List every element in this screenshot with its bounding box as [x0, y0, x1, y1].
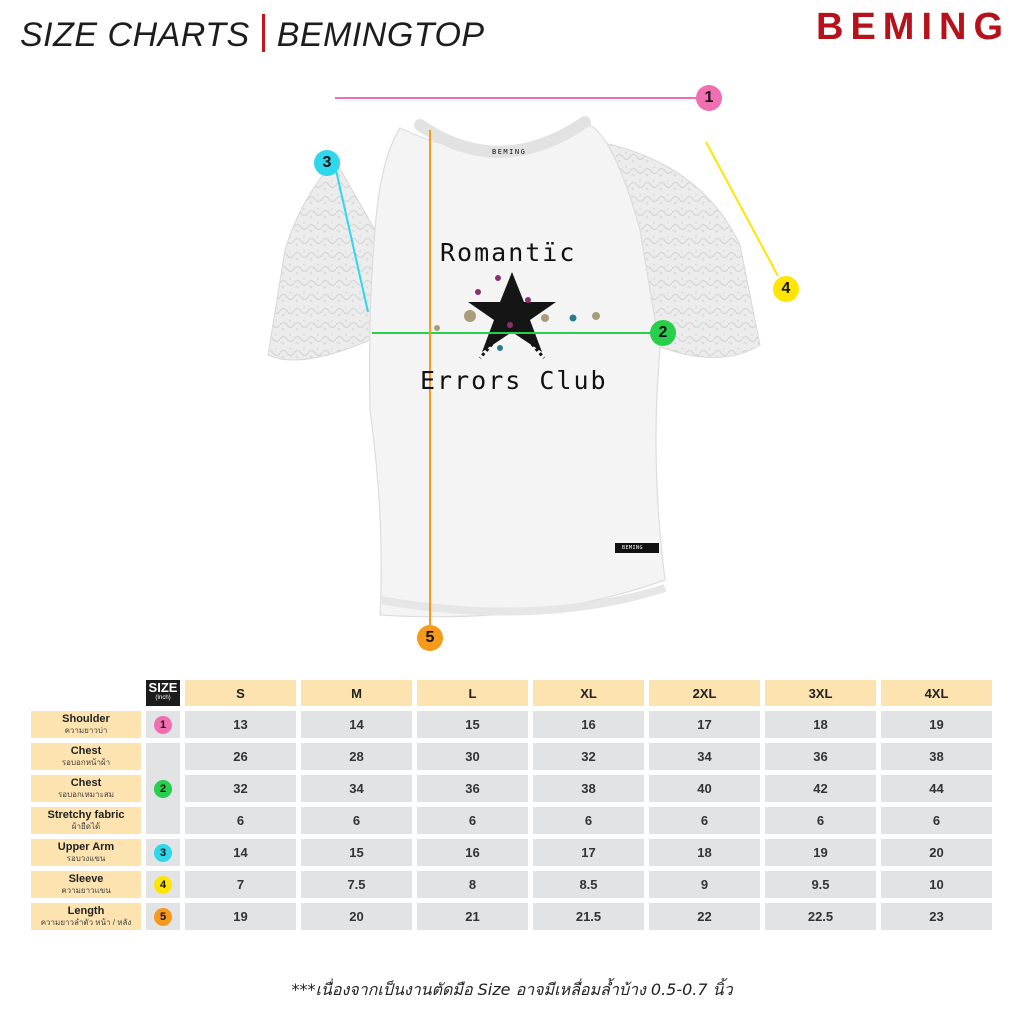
title-right: BEMINGTOP — [276, 16, 485, 54]
row-marker-cell — [146, 903, 180, 930]
size-value-cell: 19 — [881, 711, 992, 738]
title-left: SIZE CHARTS — [20, 16, 250, 54]
print-top-text: Romantïc — [440, 238, 577, 267]
table-row — [31, 839, 992, 866]
row-label-thai: ความยาวลำตัว หน้า / หลัง — [40, 917, 132, 927]
size-column-header: M — [301, 680, 412, 706]
table-row — [31, 711, 992, 738]
row-marker-cell — [146, 711, 180, 738]
size-value-cell: 9 — [649, 871, 760, 898]
size-value-cell: 44 — [881, 775, 992, 802]
size-value-cell: 15 — [301, 839, 412, 866]
row-marker-badge: 3 — [154, 844, 172, 862]
size-value-cell: 6 — [881, 807, 992, 834]
size-column-header: S — [185, 680, 296, 706]
size-unit-label: (Inch) — [155, 695, 171, 701]
table-corner-blank — [31, 680, 141, 706]
size-value-cell: 26 — [185, 743, 296, 770]
size-value-cell: 19 — [185, 903, 296, 930]
marker-2: 2 — [650, 320, 676, 346]
row-label-thai: ผ้ายืดได้ — [71, 821, 101, 831]
size-value-cell: 20 — [881, 839, 992, 866]
size-value-cell: 18 — [765, 711, 876, 738]
size-value-cell: 34 — [649, 743, 760, 770]
size-value-cell: 15 — [417, 711, 528, 738]
row-label-english: Sleeve — [68, 872, 104, 885]
title-divider — [262, 14, 265, 52]
size-value-cell: 10 — [881, 871, 992, 898]
row-label — [31, 807, 141, 834]
row-label-english: Chest — [70, 744, 102, 757]
page-title — [20, 14, 485, 55]
size-column-header: 4XL — [881, 680, 992, 706]
size-value-cell: 7 — [185, 871, 296, 898]
size-value-cell: 42 — [765, 775, 876, 802]
marker-3: 3 — [314, 150, 340, 176]
size-value-cell: 6 — [533, 807, 644, 834]
size-chart-table — [26, 675, 997, 935]
row-marker-badge: 5 — [154, 908, 172, 926]
size-unit-header — [146, 680, 180, 706]
size-value-cell: 13 — [185, 711, 296, 738]
row-label-thai: รอบวงแขน — [66, 853, 106, 863]
table-row — [31, 871, 992, 898]
size-value-cell: 18 — [649, 839, 760, 866]
row-label-thai: รอบอกหน้าผ้า — [61, 757, 111, 767]
size-value-cell: 36 — [417, 775, 528, 802]
hem-label: BEMING — [622, 545, 644, 551]
size-value-cell: 28 — [301, 743, 412, 770]
row-label — [31, 871, 141, 898]
row-marker-cell — [146, 871, 180, 898]
size-header-label: SIZE — [148, 680, 178, 695]
marker-5: 5 — [417, 625, 443, 651]
size-column-header: 2XL — [649, 680, 760, 706]
left-sleeve — [268, 160, 375, 360]
row-marker-cell — [146, 743, 180, 834]
row-label — [31, 903, 141, 930]
size-value-cell: 6 — [417, 807, 528, 834]
size-value-cell: 36 — [765, 743, 876, 770]
size-value-cell: 17 — [533, 839, 644, 866]
row-label — [31, 743, 141, 770]
row-label-english: Length — [67, 904, 105, 917]
size-value-cell: 6 — [765, 807, 876, 834]
row-marker-badge: 1 — [154, 716, 172, 734]
size-value-cell: 19 — [765, 839, 876, 866]
size-value-cell: 8 — [417, 871, 528, 898]
size-value-cell: 32 — [185, 775, 296, 802]
table-header-row — [31, 680, 992, 706]
size-value-cell: 38 — [881, 743, 992, 770]
size-value-cell: 22 — [649, 903, 760, 930]
row-label-english: Upper Arm — [57, 840, 115, 853]
row-label-english: Chest — [70, 776, 102, 789]
size-value-cell: 16 — [533, 711, 644, 738]
size-value-cell: 38 — [533, 775, 644, 802]
row-label-thai: ความยาวแขน — [61, 885, 111, 895]
table-row — [31, 743, 992, 770]
size-value-cell: 32 — [533, 743, 644, 770]
size-value-cell: 20 — [301, 903, 412, 930]
row-label — [31, 711, 141, 738]
size-value-cell: 6 — [301, 807, 412, 834]
size-value-cell: 8.5 — [533, 871, 644, 898]
row-label-thai: ความยาวบ่า — [64, 725, 108, 735]
size-value-cell: 21.5 — [533, 903, 644, 930]
row-label-thai: รอบอกเหมาะสม — [57, 789, 115, 799]
marker-4: 4 — [773, 276, 799, 302]
size-column-header: 3XL — [765, 680, 876, 706]
print-bottom-text: Errors Club — [420, 366, 608, 395]
size-value-cell: 9.5 — [765, 871, 876, 898]
size-value-cell: 22.5 — [765, 903, 876, 930]
size-value-cell: 17 — [649, 711, 760, 738]
brand-logo: BEMING — [816, 6, 1010, 48]
size-column-header: XL — [533, 680, 644, 706]
row-marker-badge: 4 — [154, 876, 172, 894]
row-label — [31, 839, 141, 866]
size-value-cell: 23 — [881, 903, 992, 930]
size-value-cell: 30 — [417, 743, 528, 770]
row-label-english: Stretchy fabric — [47, 808, 125, 821]
neck-label: BEMING — [492, 148, 527, 156]
size-column-header: L — [417, 680, 528, 706]
size-value-cell: 6 — [185, 807, 296, 834]
row-marker-cell — [146, 839, 180, 866]
row-label — [31, 775, 141, 802]
size-value-cell: 21 — [417, 903, 528, 930]
size-value-cell: 14 — [301, 711, 412, 738]
row-marker-badge: 2 — [154, 780, 172, 798]
size-value-cell: 40 — [649, 775, 760, 802]
marker-1: 1 — [696, 85, 722, 111]
size-value-cell: 6 — [649, 807, 760, 834]
size-value-cell: 14 — [185, 839, 296, 866]
size-value-cell: 7.5 — [301, 871, 412, 898]
size-value-cell: 16 — [417, 839, 528, 866]
footnote: ***เนื่องจากเป็นงานตัดมือ Size อาจมีเหลื่อมล้ำบ้าง 0.5-0.7 นิ้ว — [291, 980, 733, 999]
row-label-english: Shoulder — [62, 712, 110, 725]
table-row — [31, 903, 992, 930]
size-value-cell: 34 — [301, 775, 412, 802]
garment-figure — [0, 80, 1024, 660]
